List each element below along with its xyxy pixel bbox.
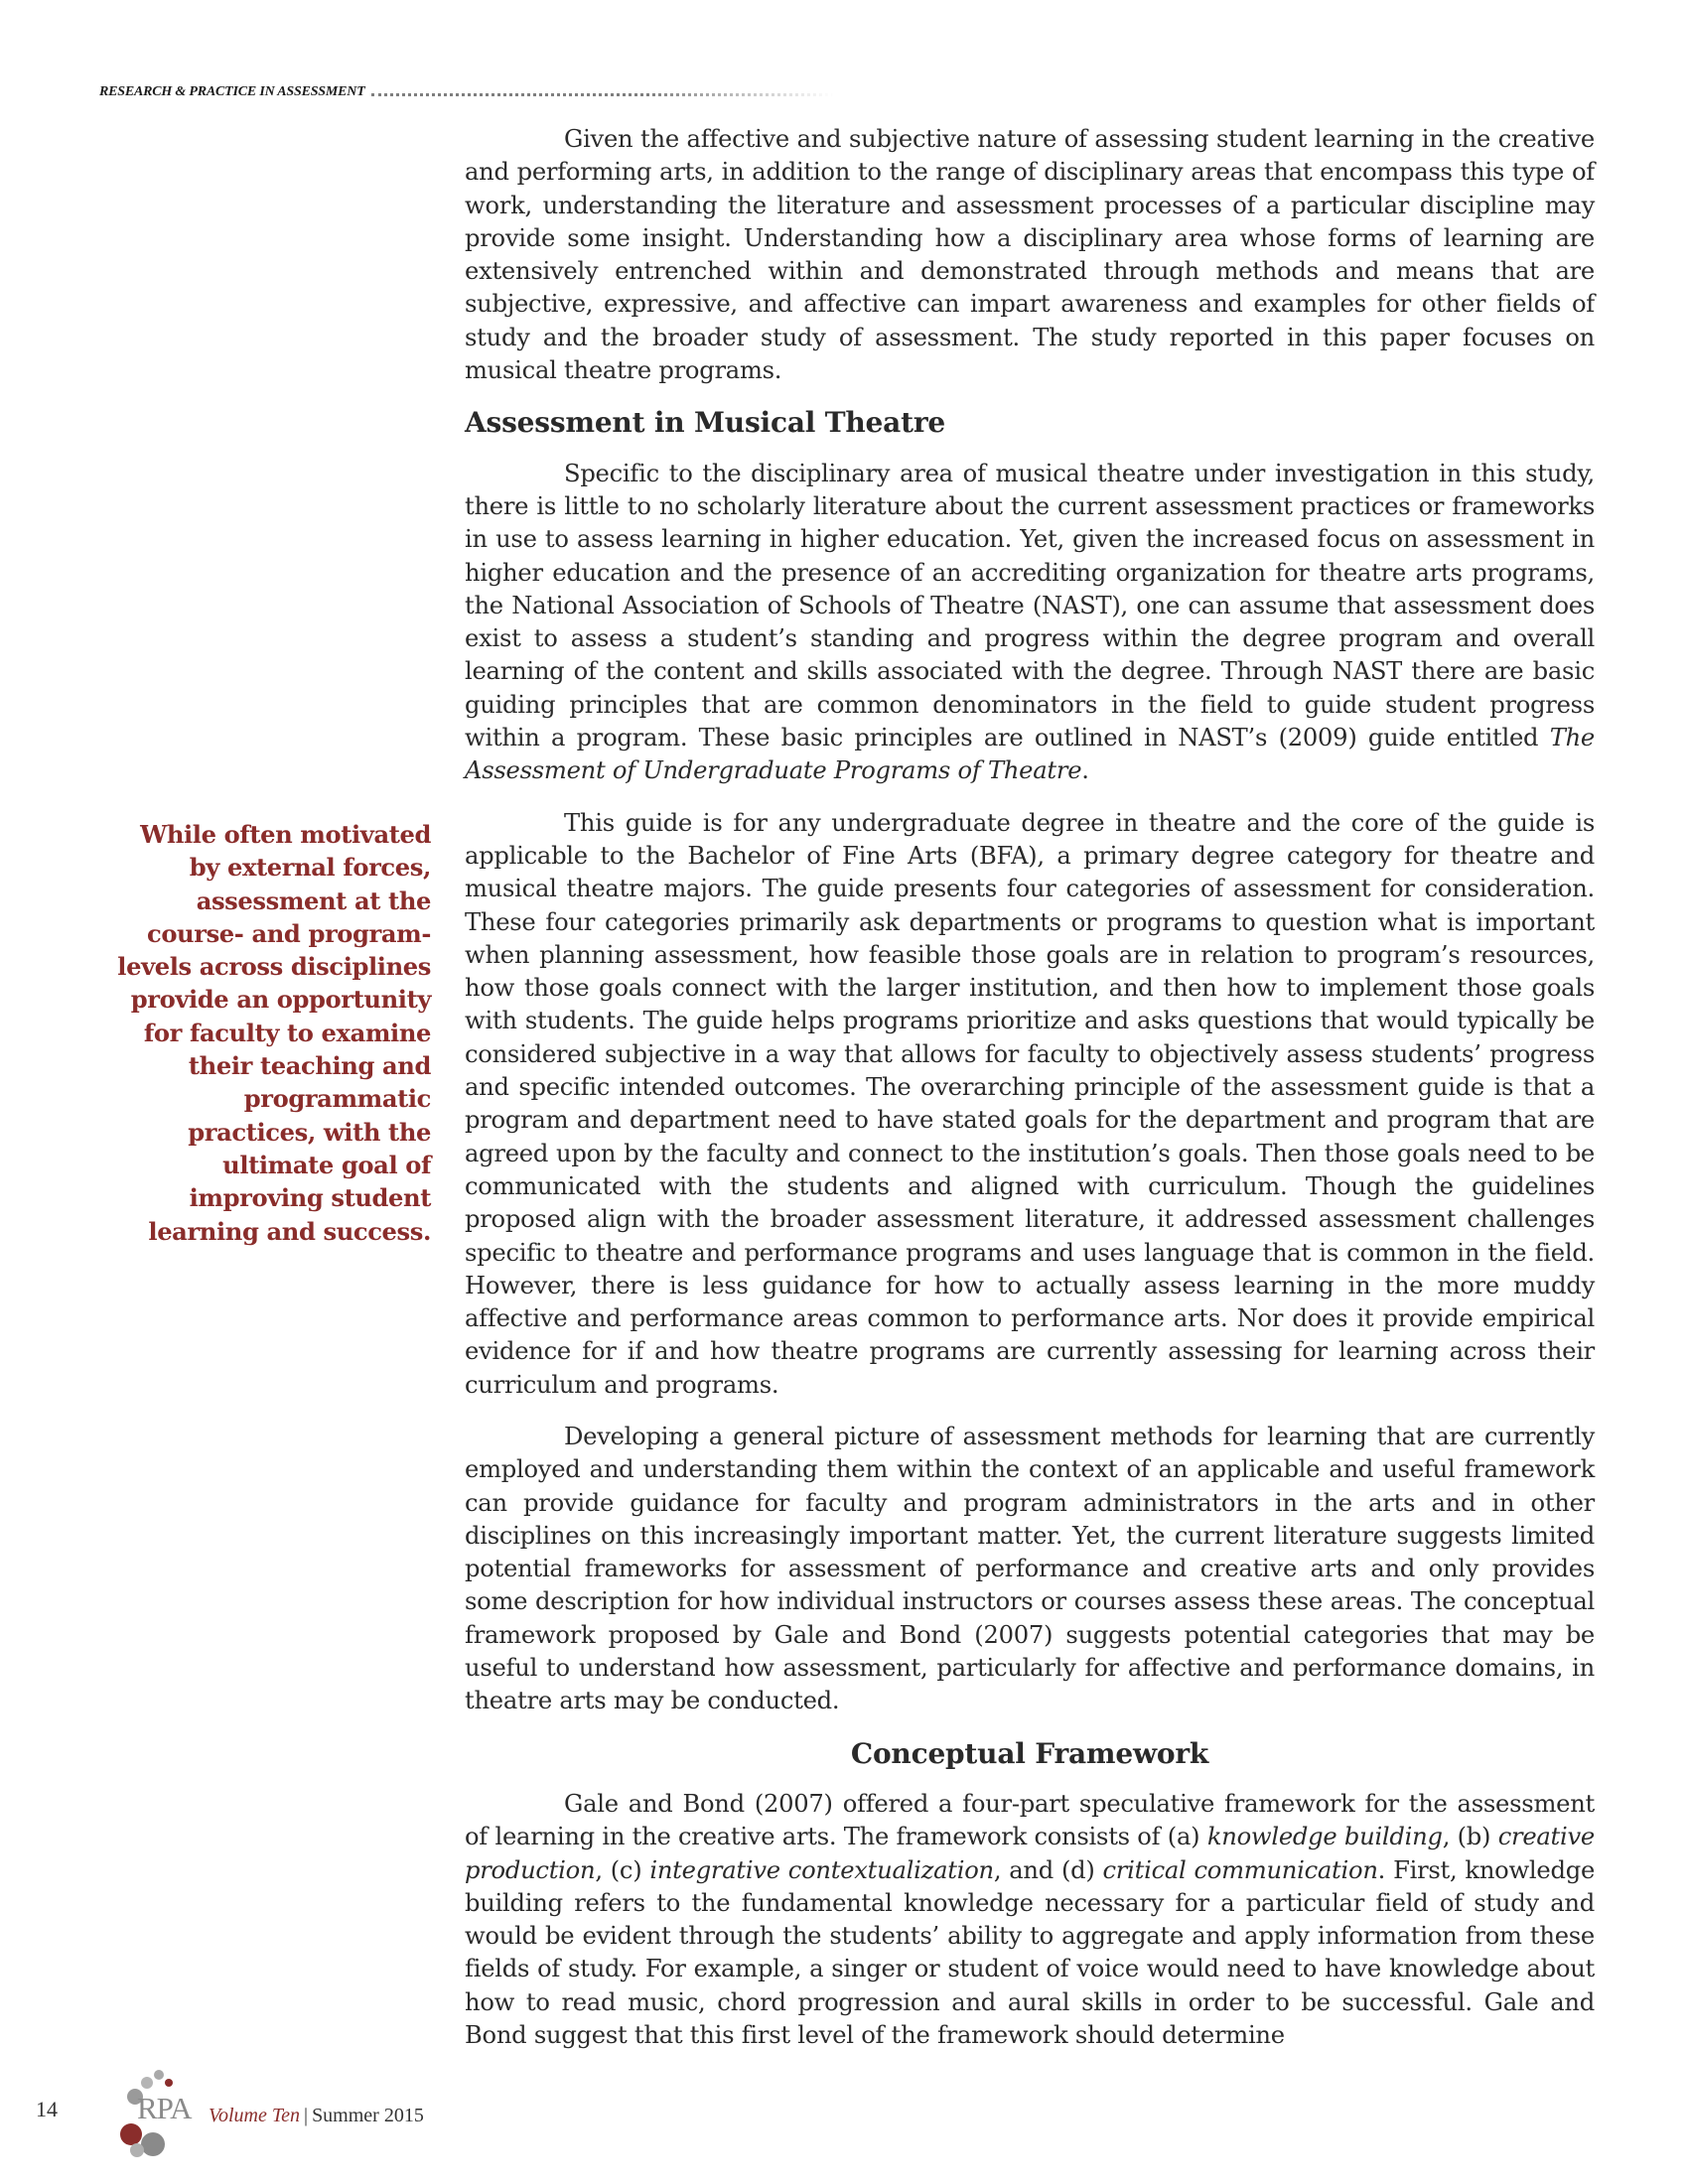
cited-guide-title: The Assessment of Undergraduate Programs of Theatre	[465, 724, 1595, 785]
term-integrative-contextualization: integrative contextualization	[649, 1855, 994, 1884]
section-heading-assessment-musical-theatre: Assessment in Musical Theatre	[465, 406, 945, 440]
season-label: Summer 2015	[312, 2105, 424, 2126]
paragraph-5-part-d: , and (d)	[993, 1855, 1103, 1884]
section-heading-conceptual-framework: Conceptual Framework	[850, 1736, 1209, 1770]
page-number: 14	[36, 2097, 58, 2121]
paragraph-2	[465, 458, 1595, 788]
pull-quote: While often motivated by external forces, assessment at the course- and program-levels across disciplines provide an opportunity for faculty to examine their teaching and programmatic practices, with the ultimate goal of improving student learning and success.	[117, 820, 431, 1246]
logo-text: RPA	[137, 2091, 192, 2125]
term-creative-production: creative production	[465, 1823, 1595, 1884]
paragraph-5	[465, 1788, 1595, 2052]
issue-info	[209, 2105, 424, 2127]
paragraph-5-part-c: , (c)	[595, 1855, 650, 1884]
paragraph-4: Developing a general picture of assessment methods for learning that are currently employed and understanding them within the context of an applicable and useful framework can provide guidance for faculty and program administrators in the arts and in other disciplines on this increasingly important matter. Yet, the current literature suggests limited potential frameworks for assessment of performance and creative arts and only provides some description for how individual instructors or courses assess these areas. The conceptual framework proposed by Gale and Bond (2007) suggests potential categories that may be useful to understand how assessment, particularly for affective and performance domains, in theatre arts may be conducted.	[465, 1422, 1595, 1715]
paragraph-2-end: .	[1081, 756, 1089, 785]
article-body	[465, 123, 1595, 2071]
term-knowledge-building: knowledge building	[1206, 1823, 1443, 1851]
volume-label: Volume Ten	[209, 2105, 301, 2126]
paragraph-3: This guide is for any undergraduate degree in theatre and the core of the guide is applicable to the Bachelor of Fine Arts (BFA), a primary degree category for theatre and musical theatre majors. The guide presents four categories of assessment for consideration. These four categories primarily ask departments or programs to question what is important when planning assessment, how feasible those goals are in relation to program’s resources, how those goals connect with the larger institution, and then how to implement those goals with students. The guide helps programs prioritize and asks questions that would typically be considered subjective in a way that allows for faculty to objectively assess students’ progress and specific intended outcomes. The overarching principle of the assessment guide is that a program and department need to have stated goals for the department and program that are agreed upon by the faculty and connect to the institution’s goals. Then those goals need to be communicated with the students and aligned with curriculum. Though the guidelines proposed align with the broader assessment literature, it addressed assessment challenges specific to theatre and performance programs and uses language that is common in the field. However, there is less guidance for how to actually assess learning in the more muddy affective and performance areas common to performance arts. Nor does it provide empirical evidence for if and how theatre programs are currently assessing for learning across their curriculum and programs.	[465, 808, 1595, 1399]
paragraph-1: Given the affective and subjective nature of assessing student learning in the creative and performing arts, in addition to the range of disciplinary areas that encompass this type of work, understanding the literature and assessment processes of a particular discipline may provide some insight. Understanding how a disciplinary area whose forms of learning are extensively entrenched within and demonstrated through methods and means that are subjective, expressive, and affective can impart awareness and examples for other fields of study and the broader study of assessment. The study reported in this paper focuses on musical theatre programs.	[465, 125, 1595, 385]
running-head	[99, 81, 834, 103]
issue-separator: |	[304, 2105, 309, 2126]
paragraph-5-part-b: , (b)	[1442, 1823, 1498, 1851]
term-critical-communication: critical communication	[1102, 1855, 1378, 1884]
running-head-title: RESEARCH & PRACTICE IN ASSESSMENT	[99, 84, 365, 99]
running-head-dotted-rule	[371, 93, 834, 96]
paragraph-5-part-a: Gale and Bond (2007) offered a four-part speculative framework for the assessment of learning in the creative arts. The framework consists of (a)	[465, 1789, 1595, 1851]
paragraph-5-part-e: . First, knowledge building refers to the fundamental knowledge necessary for a particular field of study and would be evident through the students’ ability to aggregate and apply information from these fields of study. For example, a singer or student of voice would need to have knowledge about how to read music, chord progression and aural skills in order to be successful. Gale and Bond suggest that this first level of the framework should determine	[465, 1855, 1596, 2050]
paragraph-2-text: Specific to the disciplinary area of musical theatre under investigation in this study, there is little to no scholarly literature about the current assessment practices or frameworks in use to assess learning in higher education. Yet, given the increased focus on assessment in higher education and the presence of an accrediting organization for theatre arts programs, the National Association of Schools of Theatre (NAST), one can assume that assessment does exist to assess a student’s standing and progress within the degree program and overall learning of the content and skills associated with the degree. Through NAST there are basic guiding principles that are common denominators in the field to guide student progress within a program. These basic principles are outlined in NAST’s (2009) guide entitled	[465, 459, 1595, 752]
page-footer	[0, 2045, 695, 2154]
